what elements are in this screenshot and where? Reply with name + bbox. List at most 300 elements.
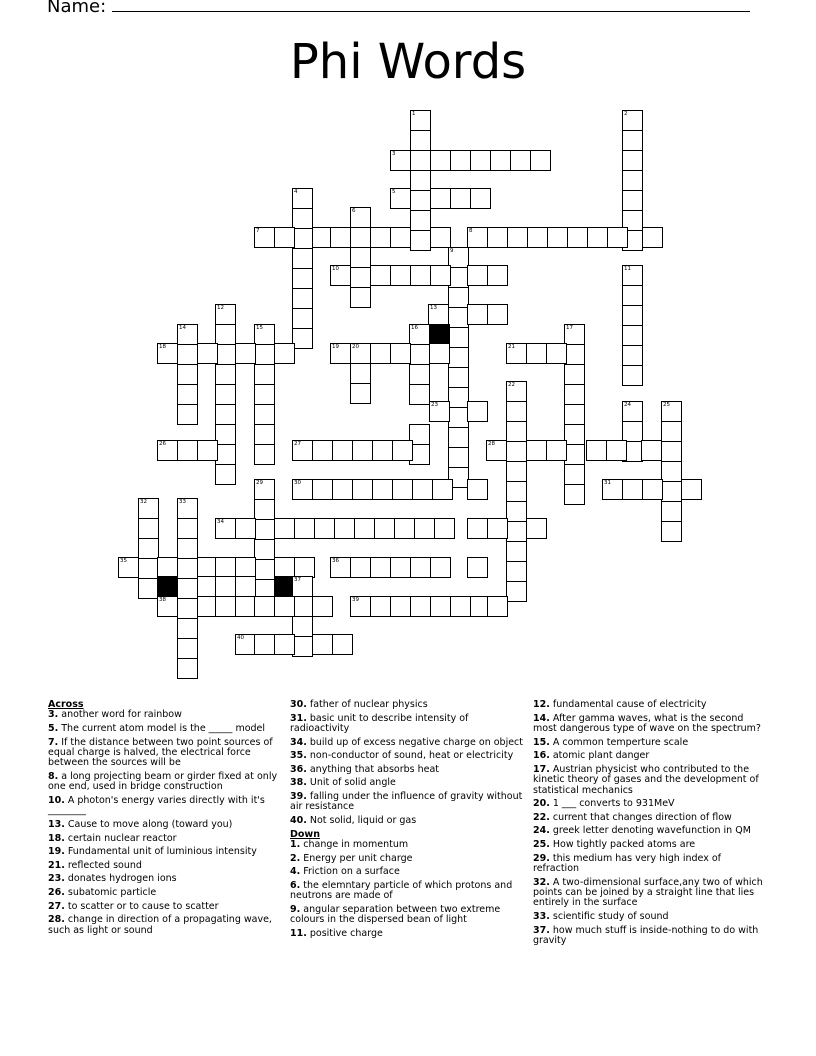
clue-item-text: fundamental cause of electricity [549, 699, 707, 710]
clue-number: 5 [392, 189, 396, 195]
grid-cell[interactable] [330, 343, 351, 364]
grid-cell[interactable] [350, 207, 371, 228]
grid-cell[interactable] [564, 444, 585, 465]
grid-cell[interactable] [118, 557, 139, 578]
grid-cell[interactable] [507, 227, 528, 248]
grid-cell[interactable] [661, 401, 682, 422]
grid-cell[interactable] [332, 440, 353, 461]
grid-cell[interactable] [470, 188, 491, 209]
clue-item [48, 820, 288, 830]
grid-cell[interactable] [450, 150, 471, 171]
grid-cell[interactable] [254, 384, 275, 405]
grid-cell[interactable] [661, 521, 682, 542]
grid-cell[interactable] [197, 343, 218, 364]
grid-cell[interactable] [292, 228, 313, 249]
grid-cell[interactable] [177, 538, 198, 559]
grid-cell[interactable] [314, 518, 335, 539]
grid-cell[interactable] [370, 557, 391, 578]
grid-cell[interactable] [430, 557, 451, 578]
grid-cell[interactable] [294, 557, 315, 578]
grid-cell[interactable] [409, 344, 430, 365]
clue-number: 15 [256, 325, 263, 331]
grid-cell[interactable] [235, 557, 256, 578]
grid-cell[interactable] [350, 247, 371, 268]
clue-number: 3 [392, 151, 396, 157]
grid-cell[interactable] [622, 401, 643, 422]
grid-cell[interactable] [409, 364, 430, 385]
grid-cell[interactable] [602, 479, 623, 500]
grid-cell[interactable] [661, 441, 682, 462]
clue-item [290, 738, 530, 748]
grid-cell[interactable] [254, 596, 275, 617]
grid-cell[interactable] [506, 541, 527, 562]
grid-cell[interactable] [486, 440, 507, 461]
grid-cell[interactable] [254, 424, 275, 445]
grid-cell[interactable] [622, 285, 643, 306]
grid-cell[interactable] [215, 344, 236, 365]
grid-cell[interactable] [467, 479, 488, 500]
clue-number: 33 [179, 499, 186, 505]
grid-cell[interactable] [622, 305, 643, 326]
name-label: Name: [47, 0, 107, 17]
clue-item-number: 30. [290, 699, 307, 710]
grid-cell[interactable] [177, 498, 198, 519]
clue-item-text: the elemntary particle of which protons and neutrons are made of [290, 879, 513, 902]
clues-column-2 [290, 700, 530, 942]
grid-cell[interactable] [215, 596, 236, 617]
grid-cell[interactable] [410, 130, 431, 151]
grid-cell[interactable] [235, 343, 256, 364]
grid-cell[interactable] [642, 479, 663, 500]
grid-cell[interactable] [390, 265, 411, 286]
grid-cell[interactable] [587, 227, 608, 248]
grid-cell[interactable] [177, 658, 198, 679]
grid-cell[interactable] [622, 130, 643, 151]
grid-cell[interactable] [448, 427, 469, 448]
clue-item-number: 18. [48, 832, 65, 844]
grid-cell[interactable] [487, 227, 508, 248]
clue-number: 18 [159, 344, 166, 350]
grid-cell[interactable] [292, 328, 313, 349]
clue-item-number: 26. [48, 886, 65, 898]
grid-cell[interactable] [564, 364, 585, 385]
grid-cell[interactable] [510, 150, 531, 171]
clue-item [533, 799, 769, 809]
grid-cell[interactable] [410, 265, 431, 286]
grid-cell[interactable] [215, 384, 236, 405]
grid-cell[interactable] [487, 304, 508, 325]
grid-cell[interactable] [254, 404, 275, 425]
grid-cell[interactable] [254, 519, 275, 540]
clue-item [290, 792, 530, 813]
grid-cell[interactable] [506, 561, 527, 582]
clue-item-text: current that changes direction of flow [549, 811, 732, 823]
clue-item-number: 24. [533, 825, 550, 837]
grid-cell[interactable] [450, 596, 471, 617]
clue-item [533, 714, 769, 735]
grid-cell[interactable] [177, 638, 198, 659]
clue-number: 32 [140, 499, 147, 505]
clue-number: 20 [352, 344, 359, 350]
clue-number: 7 [256, 228, 260, 234]
clue-number: 14 [179, 325, 186, 331]
grid-cell[interactable] [330, 227, 351, 248]
grid-cell[interactable] [681, 479, 702, 500]
grid-cell[interactable] [564, 324, 585, 345]
grid-cell[interactable] [622, 265, 643, 286]
grid-cell[interactable] [215, 424, 236, 445]
grid-cell[interactable] [292, 636, 313, 657]
grid-cell[interactable] [410, 150, 431, 171]
grid-cell[interactable] [622, 325, 643, 346]
grid-cell[interactable] [430, 150, 451, 171]
grid-cell[interactable] [622, 421, 643, 442]
grid-cell[interactable] [432, 479, 453, 500]
grid-cell[interactable] [448, 407, 469, 428]
grid-cell[interactable] [448, 367, 469, 388]
grid-cell[interactable] [487, 596, 508, 617]
clue-number: 31 [604, 480, 611, 486]
grid-cell[interactable] [374, 518, 395, 539]
grid-cell[interactable] [177, 404, 198, 425]
grid-cell[interactable] [292, 576, 313, 597]
grid-cell[interactable] [254, 324, 275, 345]
clue-item [533, 700, 769, 710]
grid-cell[interactable] [467, 304, 488, 325]
grid-cell[interactable] [467, 265, 488, 286]
grid-cell[interactable] [429, 343, 450, 364]
grid-cell[interactable] [352, 440, 373, 461]
clue-item-text: Unit of solid angle [306, 777, 396, 789]
grid-cell[interactable] [641, 440, 662, 461]
grid-cell[interactable] [564, 484, 585, 505]
grid-cell[interactable] [430, 227, 451, 248]
grid-cell[interactable] [334, 518, 355, 539]
grid-cell[interactable] [410, 190, 431, 211]
grid-cell[interactable] [177, 324, 198, 345]
clue-number: 12 [217, 305, 224, 311]
grid-cell[interactable] [564, 344, 585, 365]
grid-cell[interactable] [434, 518, 455, 539]
grid-cell[interactable] [330, 265, 351, 286]
grid-cell[interactable] [390, 188, 411, 209]
grid-cell[interactable] [292, 596, 313, 617]
grid-cell[interactable] [467, 557, 488, 578]
clue-item [533, 854, 769, 875]
grid-cell[interactable] [138, 498, 159, 519]
grid-cell[interactable] [526, 518, 547, 539]
grid-cell[interactable] [177, 440, 198, 461]
grid-cell[interactable] [235, 576, 256, 597]
grid-cell[interactable] [642, 227, 663, 248]
grid-cell[interactable] [330, 557, 351, 578]
clue-item-text: falling under the influence of gravity without air resistance [290, 790, 523, 813]
grid-cell[interactable] [294, 518, 315, 539]
grid-cell[interactable] [527, 227, 548, 248]
grid-cell[interactable] [350, 363, 371, 384]
grid-cell[interactable] [372, 440, 393, 461]
grid-cell[interactable] [254, 227, 275, 248]
grid-cell[interactable] [215, 576, 236, 597]
grid-cell[interactable] [409, 384, 430, 405]
grid-cell[interactable] [157, 596, 178, 617]
grid-cell[interactable] [622, 479, 643, 500]
grid-cell[interactable] [332, 479, 353, 500]
grid-cell[interactable] [372, 479, 393, 500]
grid-cell[interactable] [215, 518, 236, 539]
grid-cell[interactable] [157, 440, 178, 461]
grid-cell[interactable] [490, 150, 511, 171]
grid-cell[interactable] [564, 464, 585, 485]
clue-item [290, 929, 530, 939]
grid-cell[interactable] [312, 479, 333, 500]
grid-cell[interactable] [235, 634, 256, 655]
grid-cell[interactable] [292, 308, 313, 329]
grid-cell[interactable] [254, 559, 275, 580]
clue-number: 21 [508, 344, 515, 350]
grid-cell[interactable] [292, 208, 313, 229]
grid-cell[interactable] [370, 343, 391, 364]
grid-cell[interactable] [254, 364, 275, 385]
grid-cell[interactable] [254, 444, 275, 465]
grid-cell[interactable] [410, 557, 431, 578]
grid-cell[interactable] [661, 481, 682, 502]
grid-cell[interactable] [506, 381, 527, 402]
grid-cell[interactable] [274, 343, 295, 364]
grid-cell[interactable] [607, 227, 628, 248]
grid-cell[interactable] [430, 596, 451, 617]
grid-cell[interactable] [410, 170, 431, 191]
clue-number: 25 [663, 402, 670, 408]
grid-cell[interactable] [274, 634, 295, 655]
grid-cell[interactable] [292, 616, 313, 637]
grid-cell[interactable] [448, 307, 469, 328]
grid-cell[interactable] [564, 424, 585, 445]
grid-cell[interactable] [312, 596, 333, 617]
grid-cell[interactable] [292, 268, 313, 289]
grid-cell[interactable] [467, 227, 488, 248]
grid-cell[interactable] [448, 387, 469, 408]
grid-cell[interactable] [414, 518, 435, 539]
grid-cell[interactable] [197, 440, 218, 461]
grid-cell[interactable] [235, 518, 256, 539]
grid-cell[interactable] [526, 440, 547, 461]
grid-cell[interactable] [138, 558, 159, 579]
grid-cell[interactable] [394, 518, 415, 539]
grid-cell[interactable] [409, 324, 430, 345]
grid-cell[interactable] [177, 518, 198, 539]
clue-item [48, 796, 288, 817]
grid-cell[interactable] [622, 345, 643, 366]
grid-cell[interactable] [526, 343, 547, 364]
grid-cell[interactable] [177, 344, 198, 365]
grid-cell[interactable] [254, 479, 275, 500]
grid-cell[interactable] [254, 499, 275, 520]
clue-number: 10 [332, 266, 339, 272]
grid-cell[interactable] [157, 343, 178, 364]
grid-cell[interactable] [350, 287, 371, 308]
grid-cell[interactable] [235, 596, 256, 617]
grid-cell[interactable] [448, 327, 469, 348]
grid-cell[interactable] [274, 596, 295, 617]
clue-item-number: 7. [48, 736, 59, 748]
grid-cell[interactable] [215, 444, 236, 465]
grid-cell[interactable] [332, 634, 353, 655]
grid-cell[interactable] [622, 190, 643, 211]
grid-cell[interactable] [370, 265, 391, 286]
grid-cell[interactable] [564, 404, 585, 425]
grid-cell[interactable] [661, 461, 682, 482]
grid-cell[interactable] [487, 265, 508, 286]
clue-item-number: 21. [48, 859, 65, 871]
grid-cell[interactable] [430, 188, 451, 209]
grid-cell[interactable] [390, 150, 411, 171]
grid-cell[interactable] [448, 447, 469, 468]
grid-cell[interactable] [430, 265, 451, 286]
grid-cell[interactable] [390, 596, 411, 617]
grid-cell[interactable] [177, 578, 198, 599]
grid-cell[interactable] [567, 227, 588, 248]
grid-cell[interactable] [546, 343, 567, 364]
clue-item-text: greek letter denoting wavefunction in QM [549, 825, 751, 837]
clue-number: 30 [294, 480, 301, 486]
grid-cell[interactable] [312, 634, 333, 655]
grid-cell[interactable] [177, 618, 198, 639]
clue-item-text: A photon's energy varies directly with it's ________ [48, 795, 265, 817]
grid-cell[interactable] [448, 247, 469, 268]
grid-cell[interactable] [547, 227, 568, 248]
grid-cell[interactable] [448, 347, 469, 368]
grid-cell[interactable] [448, 287, 469, 308]
clue-number: 37 [294, 577, 301, 583]
grid-cell[interactable] [350, 557, 371, 578]
clue-item [48, 847, 288, 857]
grid-cell[interactable] [506, 521, 527, 542]
grid-cell[interactable] [622, 110, 643, 131]
grid-cell[interactable] [530, 150, 551, 171]
grid-cell[interactable] [138, 518, 159, 539]
grid-cell[interactable] [390, 557, 411, 578]
grid-cell[interactable] [506, 401, 527, 422]
grid-cell[interactable] [506, 421, 527, 442]
clue-item-text: build up of excess negative charge on object [306, 736, 524, 748]
grid-cell[interactable] [177, 364, 198, 385]
grid-cell[interactable] [429, 401, 450, 422]
grid-cell[interactable] [410, 210, 431, 231]
grid-cell[interactable] [450, 188, 471, 209]
grid-cell[interactable] [215, 464, 236, 485]
grid-cell[interactable] [412, 479, 433, 500]
grid-cell[interactable] [370, 227, 391, 248]
grid-cell[interactable] [622, 170, 643, 191]
clue-item [533, 751, 769, 761]
grid-cell[interactable] [215, 404, 236, 425]
grid-cell[interactable] [622, 365, 643, 386]
grid-cell[interactable] [470, 150, 491, 171]
grid-cell[interactable] [606, 440, 627, 461]
clue-number: 9 [450, 248, 454, 254]
grid-cell[interactable] [390, 343, 411, 364]
grid-cell[interactable] [467, 518, 488, 539]
grid-cell[interactable] [292, 248, 313, 269]
grid-cell[interactable] [448, 267, 469, 288]
grid-cell[interactable] [254, 539, 275, 560]
grid-cell[interactable] [661, 501, 682, 522]
clue-number: 23 [431, 402, 438, 408]
grid-cell[interactable] [467, 401, 488, 422]
grid-cell[interactable] [586, 440, 607, 461]
grid-cell[interactable] [350, 596, 371, 617]
grid-cell[interactable] [370, 596, 391, 617]
clue-item [533, 912, 769, 922]
grid-cell[interactable] [274, 557, 295, 578]
grid-cell[interactable] [292, 479, 313, 500]
grid-cell[interactable] [392, 440, 413, 461]
grid-cell[interactable] [350, 267, 371, 288]
grid-cell[interactable] [254, 634, 275, 655]
grid-cell[interactable] [350, 383, 371, 404]
grid-cell[interactable] [215, 324, 236, 345]
grid-cell[interactable] [350, 227, 371, 248]
grid-cell[interactable] [157, 557, 178, 578]
grid-cell[interactable] [506, 481, 527, 502]
grid-cell[interactable] [352, 479, 373, 500]
grid-cell[interactable] [292, 188, 313, 209]
clue-item-text: this medium has very high index of refraction [533, 852, 722, 874]
grid-cell[interactable] [274, 227, 295, 248]
grid-cell[interactable] [410, 230, 431, 251]
grid-cell[interactable] [177, 598, 198, 619]
grid-cell[interactable] [487, 518, 508, 539]
grid-cell[interactable] [215, 304, 236, 325]
grid-cell[interactable] [354, 518, 375, 539]
grid-cell[interactable] [428, 304, 449, 325]
grid-cell[interactable] [350, 343, 371, 364]
grid-cell[interactable] [506, 441, 527, 462]
clue-number: 36 [332, 558, 339, 564]
grid-cell[interactable] [312, 440, 333, 461]
grid-cell[interactable] [292, 440, 313, 461]
grid-cell[interactable] [506, 501, 527, 522]
grid-cell[interactable] [215, 364, 236, 385]
grid-cell[interactable] [274, 518, 295, 539]
grid-cell[interactable] [661, 421, 682, 442]
grid-cell[interactable] [177, 558, 198, 579]
grid-block [429, 324, 450, 345]
grid-cell[interactable] [138, 538, 159, 559]
grid-cell[interactable] [177, 384, 198, 405]
grid-cell[interactable] [410, 110, 431, 131]
grid-cell[interactable] [546, 440, 567, 461]
clue-item-number: 39. [290, 790, 307, 802]
grid-cell[interactable] [506, 581, 527, 602]
grid-cell[interactable] [410, 596, 431, 617]
grid-cell[interactable] [622, 150, 643, 171]
grid-cell[interactable] [390, 227, 411, 248]
clue-item [290, 854, 530, 864]
grid-cell[interactable] [254, 344, 275, 365]
clue-item-text: anything that absorbs heat [306, 763, 440, 775]
clues-heading: Across [48, 699, 84, 710]
grid-cell[interactable] [506, 461, 527, 482]
grid-cell[interactable] [564, 384, 585, 405]
clue-item-number: 13. [48, 819, 65, 830]
grid-cell[interactable] [215, 557, 236, 578]
grid-cell[interactable] [138, 578, 159, 599]
grid-cell[interactable] [506, 343, 527, 364]
grid-cell[interactable] [292, 288, 313, 309]
grid-cell[interactable] [392, 479, 413, 500]
